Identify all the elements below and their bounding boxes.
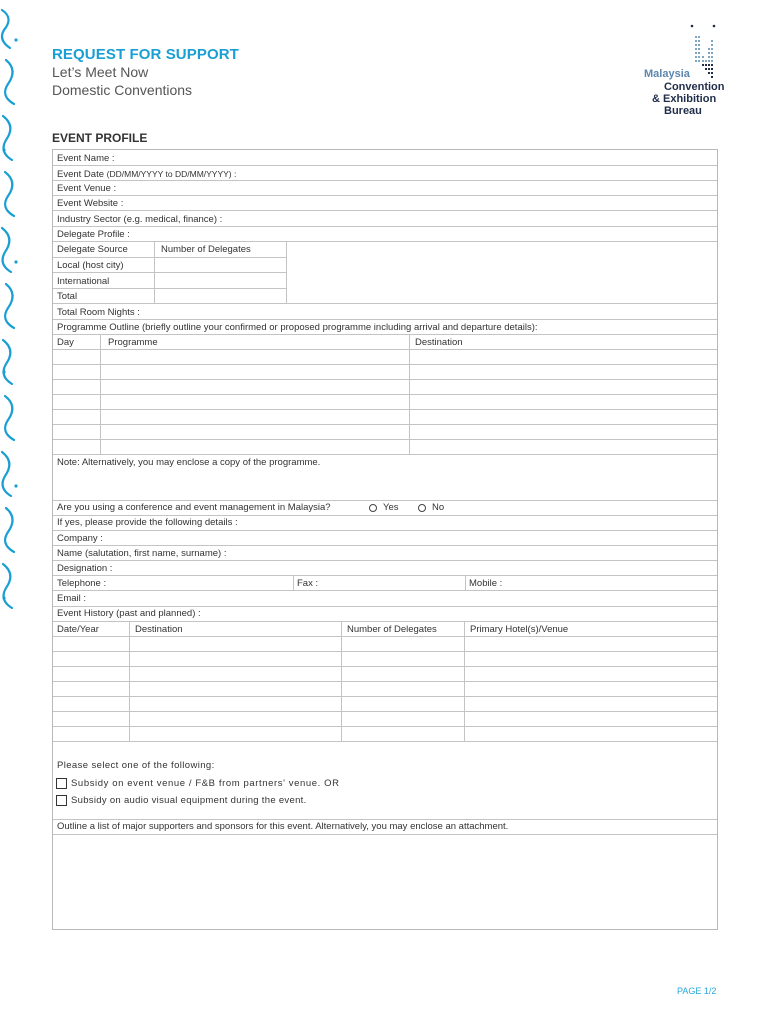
page-number: PAGE 1/2 [677,986,717,996]
pco-question: Are you using a conference and event management in Malaysia? [57,502,331,513]
subsidy-av-checkbox[interactable] [56,795,67,806]
form-subtitle-2: Domestic Conventions [52,82,193,98]
event-website-label: Event Website : [57,198,124,209]
logo-text-convention: Convention [664,81,725,93]
subsidy-venue-label: Subsidy on event venue / F&B from partners' venue. OR [71,778,340,789]
history-delegates-header: Number of Delegates [347,624,437,635]
supporters-label: Outline a list of major supporters and sponsors for this event. Alternatively, you may enclose an attachment. [57,821,509,832]
delegate-profile-label: Delegate Profile : [57,229,130,240]
form-title: REQUEST FOR SUPPORT [52,46,239,63]
logo-dots-graphic [688,22,718,80]
programme-day-header: Day [57,337,74,348]
logo-text-exhibition: & Exhibition [652,93,717,105]
designation-label: Designation : [57,563,113,574]
delegate-row-local: Local (host city) [57,260,124,271]
telephone-label: Telephone : [57,578,107,589]
delegate-row-international: International [57,276,110,287]
pco-no-label: No [432,502,445,513]
programme-destination-header: Destination [415,337,463,348]
email-label: Email : [57,593,87,604]
event-date-label: Event Date (DD/MM/YYYY to DD/MM/YYYY) : [57,169,237,180]
number-of-delegates-header: Number of Delegates [161,244,251,255]
delegate-source-header: Delegate Source [57,244,128,255]
industry-sector-label: Industry Sector (e.g. medical, finance) : [57,214,223,225]
form-subtitle: Let’s Meet Now [52,64,149,80]
pco-details-label: If yes, please provide the following details : [57,517,238,528]
programme-header: Programme [108,337,158,348]
pco-yes-radio[interactable] [369,504,377,512]
pco-no-radio[interactable] [418,504,426,512]
event-name-label: Event Name : [57,153,115,164]
logo-text-malaysia: Malaysia [644,68,690,80]
logo-text-bureau: Bureau [664,105,702,117]
delegate-row-total: Total [57,291,78,302]
decorative-wave-pattern [0,0,22,620]
contact-name-label: Name (salutation, first name, surname) : [57,548,227,559]
pco-yes-label: Yes [383,502,399,513]
total-room-nights-label: Total Room Nights : [57,307,140,318]
mobile-label: Mobile : [469,578,503,589]
subsidy-venue-checkbox[interactable] [56,778,67,789]
history-date-header: Date/Year [57,624,99,635]
fax-label: Fax : [297,578,319,589]
subsidy-av-label: Subsidy on audio visual equipment during the event. [71,795,307,806]
event-profile-form [52,149,718,930]
subsidy-prompt: Please select one of the following: [57,760,215,771]
history-hotel-header: Primary Hotel(s)/Venue [470,624,569,635]
event-venue-label: Event Venue : [57,183,117,194]
mycEB-logo [640,22,740,122]
company-label: Company : [57,533,103,544]
section-title-event-profile: EVENT PROFILE [52,131,148,145]
event-history-label: Event History (past and planned) : [57,608,201,619]
programme-note: Note: Alternatively, you may enclose a copy of the programme. [57,457,321,468]
history-destination-header: Destination [135,624,183,635]
programme-outline-label: Programme Outline (briefly outline your confirmed or proposed programme including arrival and departure details): [57,322,538,333]
